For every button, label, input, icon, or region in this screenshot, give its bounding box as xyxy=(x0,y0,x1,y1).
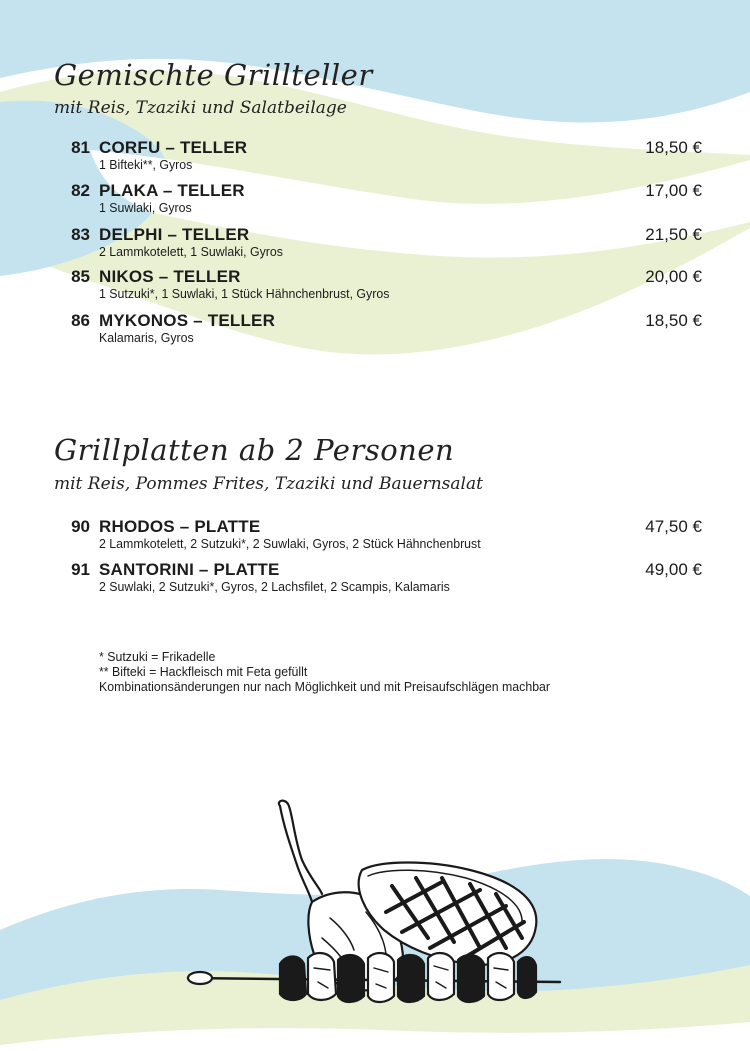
menu-item xyxy=(0,225,750,265)
item-name: DELPHI – TELLER xyxy=(99,225,250,244)
menu-item xyxy=(0,181,750,221)
item-number: 85 xyxy=(71,267,90,286)
section-subtitle: mit Reis, Tzaziki und Salatbeilage xyxy=(54,98,347,118)
item-description: 1 Sutzuki*, 1 Suwlaki, 1 Stück Hähnchenbrust, Gyros xyxy=(99,286,390,301)
item-name: RHODOS – PLATTE xyxy=(99,517,261,536)
footnotes xyxy=(99,649,574,694)
section-title: Grillplatten ab 2 Personen xyxy=(54,433,455,467)
item-price: 47,50 € xyxy=(645,517,702,536)
item-description: Kalamaris, Gyros xyxy=(99,330,194,345)
item-description: 2 Suwlaki, 2 Sutzuki*, Gyros, 2 Lachsfilet, 2 Scampis, Kalamaris xyxy=(99,579,450,594)
item-number: 90 xyxy=(71,517,90,536)
item-number: 91 xyxy=(71,560,90,579)
item-description: 2 Lammkotelett, 2 Sutzuki*, 2 Suwlaki, Gyros, 2 Stück Hähnchenbrust xyxy=(99,536,481,551)
footnote: Kombinationsänderungen nur nach Möglichkeit und mit Preisaufschlägen machbar xyxy=(99,679,551,694)
menu-item xyxy=(0,311,750,351)
section-subtitle: mit Reis, Pommes Frites, Tzaziki und Bauernsalat xyxy=(54,474,483,494)
item-number: 86 xyxy=(71,311,90,330)
section-title: Gemischte Grillteller xyxy=(54,58,373,92)
item-name: SANTORINI – PLATTE xyxy=(99,560,280,579)
item-price: 18,50 € xyxy=(645,311,702,330)
menu-item xyxy=(0,517,750,557)
item-price: 17,00 € xyxy=(645,181,702,200)
item-number: 83 xyxy=(71,225,90,244)
footnote: * Sutzuki = Frikadelle xyxy=(99,649,216,664)
item-number: 81 xyxy=(71,138,90,157)
grilled-meat-skewer-icon xyxy=(180,798,570,1008)
item-number: 82 xyxy=(71,181,90,200)
menu-item xyxy=(0,267,750,307)
item-price: 49,00 € xyxy=(645,560,702,579)
item-name: NIKOS – TELLER xyxy=(99,267,241,286)
item-description: 2 Lammkotelett, 1 Suwlaki, Gyros xyxy=(99,244,283,259)
item-name: PLAKA – TELLER xyxy=(99,181,245,200)
menu-item xyxy=(0,138,750,178)
item-description: 1 Bifteki**, Gyros xyxy=(99,157,193,172)
item-price: 18,50 € xyxy=(645,138,702,157)
item-price: 21,50 € xyxy=(645,225,702,244)
footnote: ** Bifteki = Hackfleisch mit Feta gefüllt xyxy=(99,664,308,679)
item-name: MYKONOS – TELLER xyxy=(99,311,276,330)
menu-item xyxy=(0,560,750,600)
item-description: 1 Suwlaki, Gyros xyxy=(99,200,192,215)
item-price: 20,00 € xyxy=(645,267,702,286)
item-name: CORFU – TELLER xyxy=(99,138,248,157)
